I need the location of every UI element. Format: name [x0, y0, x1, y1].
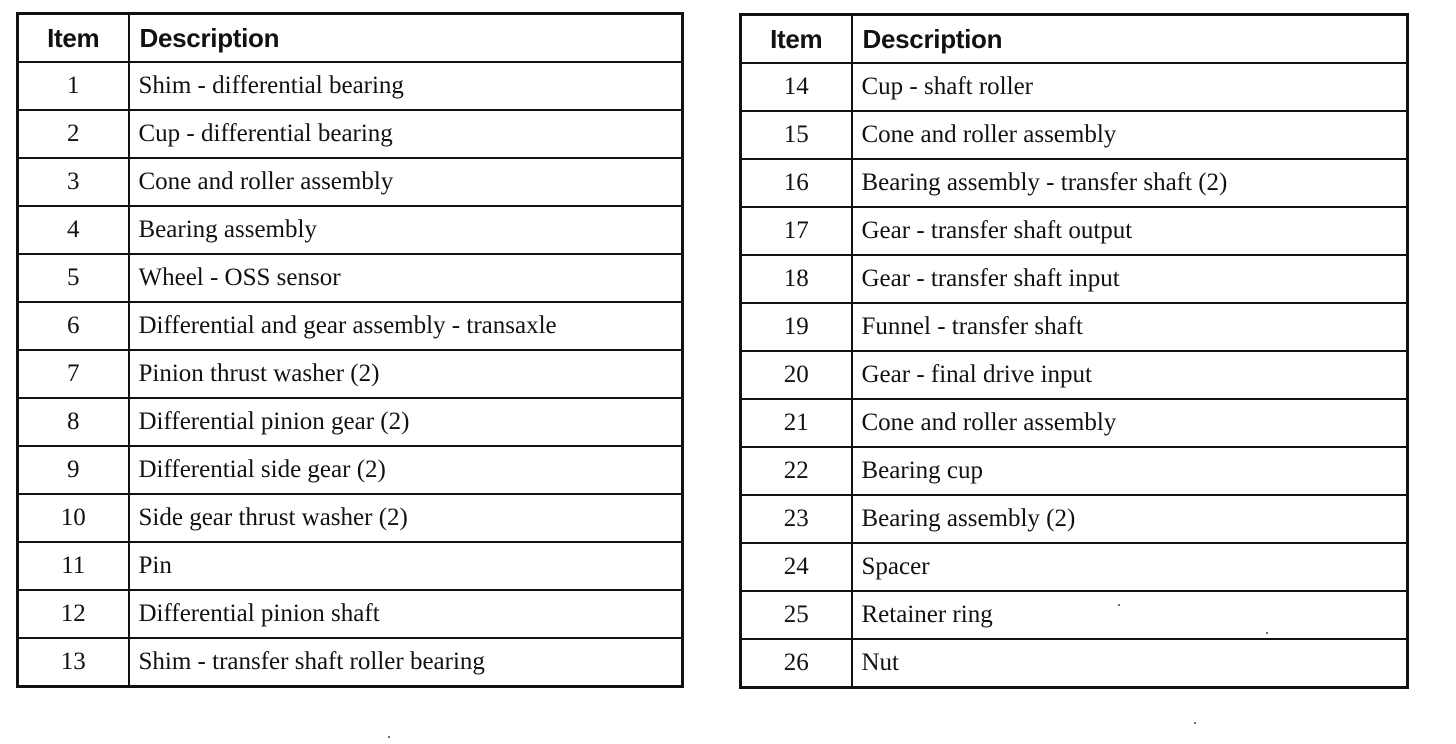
item-number-cell: 19	[741, 303, 852, 351]
table-row	[741, 159, 1408, 207]
table-row	[18, 302, 683, 350]
description-cell: Bearing cup	[852, 447, 1408, 495]
parts-table-right	[739, 13, 1409, 689]
table-row	[18, 446, 683, 494]
item-number-cell: 9	[18, 446, 129, 494]
item-column-header: Item	[18, 14, 129, 63]
item-column-header: Item	[741, 15, 852, 64]
item-number-cell: 11	[18, 542, 129, 590]
item-number-cell: 5	[18, 254, 129, 302]
table-row	[18, 590, 683, 638]
item-number-cell: 20	[741, 351, 852, 399]
table-row	[741, 303, 1408, 351]
description-cell: Spacer	[852, 543, 1408, 591]
table-row	[18, 542, 683, 590]
scan-speck	[1118, 604, 1120, 606]
table-row	[741, 63, 1408, 111]
description-cell: Cone and roller assembly	[129, 158, 683, 206]
header-row	[741, 15, 1408, 64]
scan-speck	[1266, 632, 1268, 634]
item-number-cell: 16	[741, 159, 852, 207]
description-cell: Differential pinion gear (2)	[129, 398, 683, 446]
item-number-cell: 14	[741, 63, 852, 111]
scan-speck	[1194, 722, 1196, 724]
scan-speck	[388, 736, 390, 738]
table-row	[741, 255, 1408, 303]
description-cell: Pin	[129, 542, 683, 590]
item-number-cell: 17	[741, 207, 852, 255]
description-cell: Cone and roller assembly	[852, 111, 1408, 159]
header-row	[18, 14, 683, 63]
table-body	[741, 63, 1408, 688]
description-cell: Pinion thrust washer (2)	[129, 350, 683, 398]
table-row	[18, 158, 683, 206]
table-body	[18, 62, 683, 687]
table-row	[741, 207, 1408, 255]
description-cell: Differential pinion shaft	[129, 590, 683, 638]
item-number-cell: 1	[18, 62, 129, 110]
description-cell: Differential and gear assembly - transaxle	[129, 302, 683, 350]
table-row	[18, 494, 683, 542]
description-cell: Gear - transfer shaft input	[852, 255, 1408, 303]
description-cell: Cup - differential bearing	[129, 110, 683, 158]
description-cell: Shim - transfer shaft roller bearing	[129, 638, 683, 687]
table-row	[18, 62, 683, 110]
description-cell: Nut	[852, 639, 1408, 688]
item-number-cell: 26	[741, 639, 852, 688]
item-number-cell: 13	[18, 638, 129, 687]
table-header	[18, 14, 683, 63]
item-number-cell: 15	[741, 111, 852, 159]
description-cell: Wheel - OSS sensor	[129, 254, 683, 302]
item-number-cell: 21	[741, 399, 852, 447]
item-number-cell: 18	[741, 255, 852, 303]
item-number-cell: 23	[741, 495, 852, 543]
item-number-cell: 3	[18, 158, 129, 206]
item-number-cell: 24	[741, 543, 852, 591]
description-cell: Cup - shaft roller	[852, 63, 1408, 111]
table-row	[741, 543, 1408, 591]
description-cell: Gear - transfer shaft output	[852, 207, 1408, 255]
table-row	[741, 495, 1408, 543]
description-cell: Bearing assembly	[129, 206, 683, 254]
table-row	[741, 111, 1408, 159]
description-column-header: Description	[129, 14, 683, 63]
description-cell: Funnel - transfer shaft	[852, 303, 1408, 351]
table-row	[18, 350, 683, 398]
table-row	[741, 639, 1408, 688]
item-number-cell: 4	[18, 206, 129, 254]
description-cell: Side gear thrust washer (2)	[129, 494, 683, 542]
table-row	[741, 447, 1408, 495]
description-cell: Bearing assembly (2)	[852, 495, 1408, 543]
item-number-cell: 2	[18, 110, 129, 158]
description-cell: Shim - differential bearing	[129, 62, 683, 110]
description-cell: Bearing assembly - transfer shaft (2)	[852, 159, 1408, 207]
item-number-cell: 8	[18, 398, 129, 446]
description-cell: Differential side gear (2)	[129, 446, 683, 494]
description-cell: Cone and roller assembly	[852, 399, 1408, 447]
item-number-cell: 25	[741, 591, 852, 639]
description-cell: Gear - final drive input	[852, 351, 1408, 399]
description-column-header: Description	[852, 15, 1408, 64]
parts-table-left	[16, 12, 684, 688]
item-number-cell: 12	[18, 590, 129, 638]
description-cell: Retainer ring	[852, 591, 1408, 639]
table-row	[18, 254, 683, 302]
table-row	[18, 638, 683, 687]
table-row	[741, 351, 1408, 399]
table-row	[18, 206, 683, 254]
table-row	[18, 110, 683, 158]
table-header	[741, 15, 1408, 64]
item-number-cell: 6	[18, 302, 129, 350]
table-row	[18, 398, 683, 446]
item-number-cell: 22	[741, 447, 852, 495]
item-number-cell: 7	[18, 350, 129, 398]
item-number-cell: 10	[18, 494, 129, 542]
table-row	[741, 399, 1408, 447]
table-row	[741, 591, 1408, 639]
